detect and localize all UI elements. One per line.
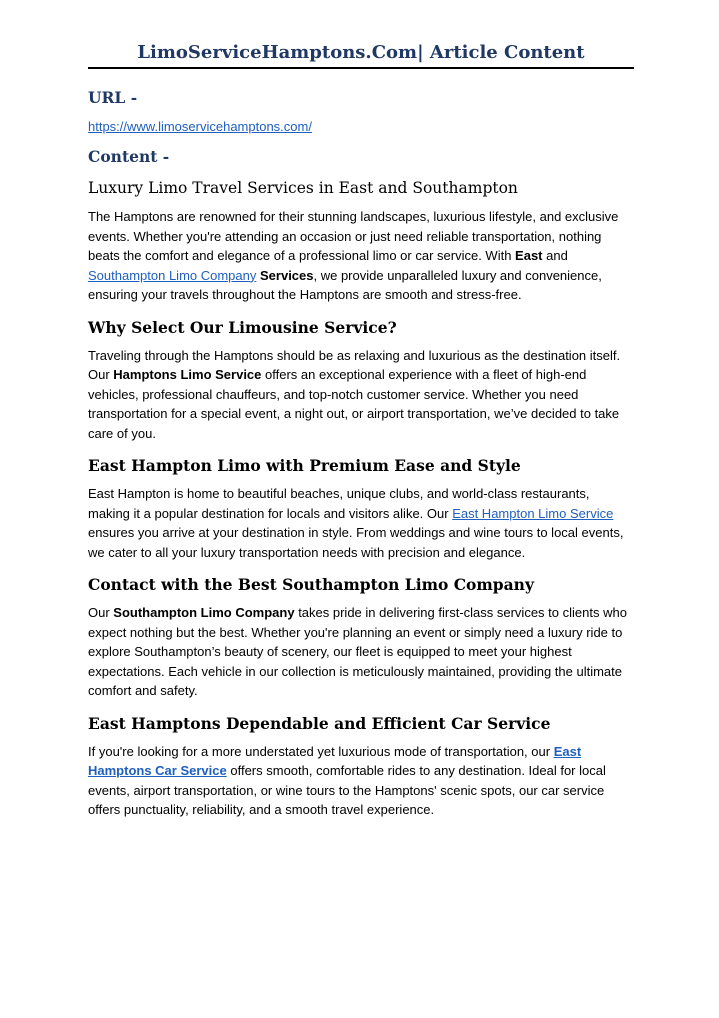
why-select-paragraph: [88, 346, 634, 444]
east-hampton-text-1: East Hampton is home to beautiful beaches, unique clubs, and world-class restaurants, making it a popular destination for locals and visitors alike. Our: [88, 486, 590, 521]
section-heading-east-hampton-limo: East Hampton Limo with Premium Ease and Style: [88, 456, 521, 475]
intro-text-2: and: [542, 248, 568, 263]
southampton-limo-company-link[interactable]: Southampton Limo Company: [88, 267, 257, 283]
car-service-paragraph: [88, 742, 634, 820]
why-select-text-2: offers an exceptional experience with a fleet of high-end vehicles, professional chauffeurs, and top-notch customer service. Whether you need transportation for a special event, a night out, or airport transportation, we’ve decided to take care of you.: [88, 367, 620, 441]
url-link[interactable]: https://www.limoservicehamptons.com/: [88, 119, 312, 134]
why-select-text-1: Traveling through the Hamptons should be as relaxing and luxurious as the destination itself. Our: [88, 347, 621, 382]
section-heading-car-service: East Hamptons Dependable and Efficient Car Service: [88, 713, 551, 733]
section-heading-why-select: Why Select Our Limousine Service?: [88, 317, 397, 337]
contact-bold: Southampton Limo Company: [113, 605, 295, 620]
why-select-bold: Hamptons Limo Service: [113, 367, 262, 382]
content-label: Content -: [88, 147, 170, 166]
east-hamptons-car-service-link[interactable]: East Hamptons Car Service: [88, 743, 582, 778]
car-service-text-1: If you're looking for a more understated yet luxurious mode of transportation, our: [88, 743, 554, 759]
contact-text-2: takes pride in delivering first-class services to clients who expect nothing but the best. Whether you're planning an event or simply need a luxury ride to explore Southampton’s beauty of scenery, our fleet is equipped to meet your highest expectations. Each vehicle in our collection is meticulously maintained, providing the ultimate comfort and safety.: [88, 605, 627, 698]
east-hampton-limo-service-link[interactable]: East Hampton Limo Service: [452, 505, 614, 521]
intro-bold-east: East: [515, 248, 543, 263]
car-service-text-2: offers smooth, comfortable rides to any destination. Ideal for local events, airport transportation, or wine tours to the Hamptons' scenic spots, our car service offers punctuality, reliability, and a smooth travel experience.: [88, 763, 606, 817]
header-divider: [88, 67, 634, 69]
contact-text-1: Our: [88, 605, 114, 620]
article-title: Luxury Limo Travel Services in East and Southampton: [88, 179, 518, 197]
intro-paragraph: [88, 207, 634, 305]
intro-text-1: The Hamptons are renowned for their stunning landscapes, luxurious lifestyle, and exclusive events. Whether you're attending an occasion or just need reliable transportation, nothing beats the comfort and elegance of a professional limo or car service. With: [88, 209, 619, 263]
contact-paragraph: [88, 603, 634, 701]
intro-bold-services: Services: [260, 267, 314, 283]
url-label: URL -: [88, 88, 138, 107]
section-heading-contact: Contact with the Best Southampton Limo Company: [88, 575, 534, 594]
document-body: [88, 88, 634, 820]
intro-text-3: , we provide unparalleled luxury and convenience, ensuring your travels throughout the Hamptons are smooth and stress-free.: [88, 267, 602, 302]
east-hampton-text-2: ensures you arrive at your destination in style. From weddings and wine tours to local events, we cater to all your luxury transportation needs with precision and elegance.: [88, 525, 624, 560]
east-hampton-limo-paragraph: [88, 484, 634, 562]
page-header-title: LimoServiceHamptons.Com| Article Content: [137, 42, 585, 63]
